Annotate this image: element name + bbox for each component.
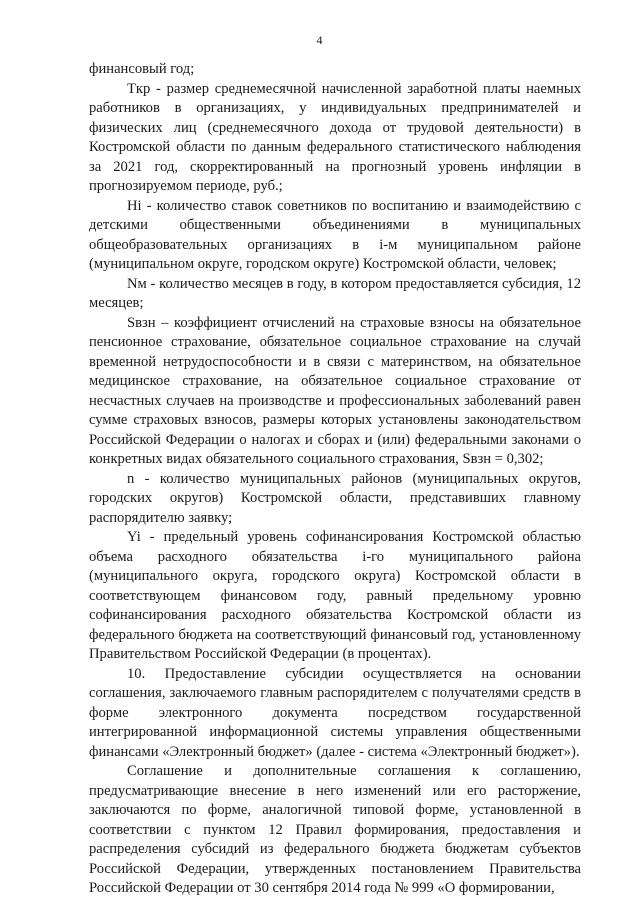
- paragraph-agreement: Соглашение и дополнительные соглашения к соглашению, предусматривающие внесение в него изменений или его расторжение, заключаются по форме, аналогичной типовой форме, установленной в соответствии с пунктом 12 Правил формирования, предоставления и распределения субсидий из федерального бюджета бюджетам субъектов Российской Федерации, утвержденных постановлением Правительства Российской Федерации от 30 сентября 2014 года № 999 «О формировании,: [89, 763, 581, 896]
- document-body: [89, 60, 581, 899]
- paragraph-clause-10: 10. Предоставление субсидии осуществляется на основании соглашения, заключаемого главным распорядителем с получателями средств в форме электронного документа посредством государственной интегрированной информационной системы управления общественными финансами «Электронный бюджет» (далее - система «Электронный бюджет»).: [89, 665, 581, 760]
- paragraph-tkr-definition: Tкр - размер среднемесячной начисленной заработной платы наемных работников в организациях, у индивидуальных предпринимателей и физических лиц (среднемесячного дохода от трудовой деятельности) в Костромской области по данным федерального статистического наблюдения за 2021 год, скорректированный на прогнозный уровень инфляции в прогнозируемом периоде, руб.;: [89, 80, 581, 194]
- paragraph-svzn-definition: Sвзн – коэффициент отчислений на страховые взносы на обязательное пенсионное страхование, обязательное социальное страхование на случай временной нетрудоспособности и в связи с материнством, на обязательное медицинское страхование, на обязательное социальное страхование от несчастных случаев на производстве и профессиональных заболеваний равен сумме страховых взносов, размеры которых установлены законодательством Российской Федерации о налогах и сборах и (или) федеральными законами о конкретных видах обязательного социального страхования, Sвзн = 0,302;: [89, 314, 581, 467]
- page-number: 4: [316, 33, 323, 47]
- paragraph-hi-definition: Hi - количество ставок советников по воспитанию и взаимодействию с детскими общественными объединениями в муниципальных общеобразовательных организациях в i-м муниципальном районе (муниципальном округе, городском округе) Костромской области, человек;: [89, 197, 581, 272]
- paragraph-yi-definition: Yi - предельный уровень софинансирования Костромской областью объема расходного обязательства i-го муниципального района (муниципального округа, городского округа) Костромской области в соответствующем финансовом году, равный предельному уровню софинансирования расходного обязательства Костромской области из федерального бюджета на соответствующий финансовый год, установленному Правительством Российской Федерации (в процентах).: [89, 529, 581, 662]
- paragraph-n-definition: n - количество муниципальных районов (муниципальных округов, городских округов) Костромской области, представивших главному распорядителю заявку;: [89, 470, 581, 526]
- paragraph-nm-definition: Nм - количество месяцев в году, в котором предоставляется субсидия, 12 месяцев;: [89, 275, 581, 311]
- paragraph-continuation: финансовый год;: [89, 61, 195, 77]
